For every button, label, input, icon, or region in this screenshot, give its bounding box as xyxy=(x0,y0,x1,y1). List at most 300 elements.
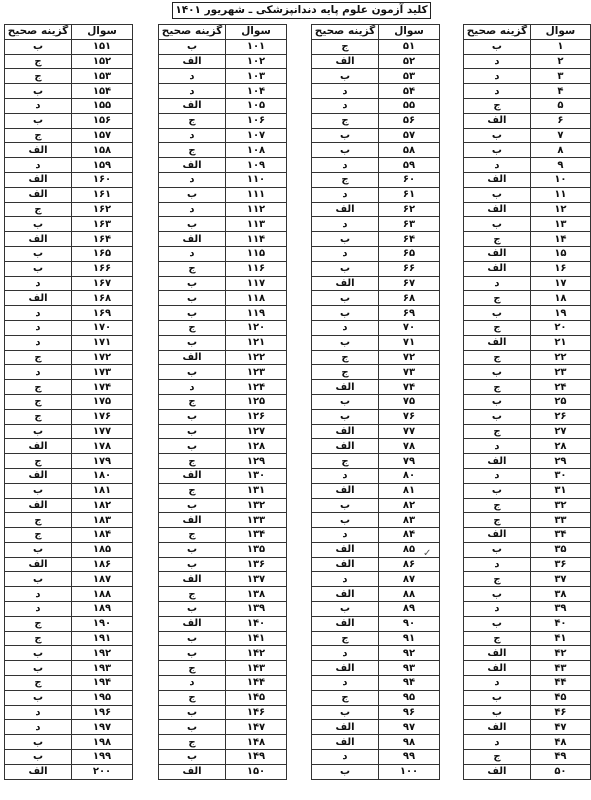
table-row xyxy=(159,54,287,69)
table-row xyxy=(464,128,591,143)
table-row xyxy=(5,735,133,750)
table-row xyxy=(5,335,133,350)
correct-answer: ب xyxy=(312,498,379,513)
correct-answer: د xyxy=(312,187,379,202)
correct-answer: د xyxy=(159,202,226,217)
correct-answer: ب xyxy=(159,291,226,306)
table-row xyxy=(159,646,287,661)
question-number: ۱۸۷ xyxy=(72,572,133,587)
table-row xyxy=(464,335,591,350)
correct-answer: ب xyxy=(5,735,72,750)
table-row xyxy=(159,365,287,380)
question-number: ۲ xyxy=(530,54,590,69)
correct-answer: ج xyxy=(5,69,72,84)
question-number: ۹۸ xyxy=(379,735,440,750)
correct-answer: ج xyxy=(159,528,226,543)
question-number: ۸۸ xyxy=(379,587,440,602)
question-number: ۱۹۱ xyxy=(72,631,133,646)
correct-answer: الف xyxy=(464,335,531,350)
question-number: ۲۳ xyxy=(530,365,590,380)
table-row xyxy=(312,217,440,232)
correct-answer: د xyxy=(464,735,531,750)
correct-answer: الف xyxy=(464,246,531,261)
table-row xyxy=(464,98,591,113)
question-number: ۹۵ xyxy=(379,690,440,705)
table-row xyxy=(5,84,133,99)
table-row xyxy=(5,69,133,84)
question-number: ۱۲ xyxy=(530,202,590,217)
question-number: ۱۸۴ xyxy=(72,528,133,543)
table-row xyxy=(464,454,591,469)
table-row xyxy=(464,84,591,99)
table-row xyxy=(464,468,591,483)
question-number: ۱۴۵ xyxy=(226,690,287,705)
correct-answer: ب xyxy=(159,424,226,439)
correct-answer: ب xyxy=(464,483,531,498)
correct-answer: ج xyxy=(5,54,72,69)
table-row xyxy=(159,217,287,232)
correct-answer: ب xyxy=(464,217,531,232)
table-row xyxy=(159,542,287,557)
correct-answer: ب xyxy=(159,705,226,720)
table-row xyxy=(159,439,287,454)
question-number: ۹۱ xyxy=(379,631,440,646)
correct-answer: الف xyxy=(312,587,379,602)
question-number: ۷۴ xyxy=(379,380,440,395)
table-row xyxy=(159,246,287,261)
question-number: ۹۳ xyxy=(379,661,440,676)
question-number: ۲۸ xyxy=(530,439,590,454)
question-number: ۱۹۵ xyxy=(72,690,133,705)
correct-answer: الف xyxy=(464,454,531,469)
correct-answer: الف xyxy=(464,528,531,543)
table-row xyxy=(5,158,133,173)
table-row xyxy=(464,557,591,572)
correct-answer: ب xyxy=(464,128,531,143)
correct-answer: ج xyxy=(159,261,226,276)
question-number: ۱۴ xyxy=(530,232,590,247)
table-row xyxy=(464,113,591,128)
correct-answer: الف xyxy=(159,764,226,779)
correct-answer: د xyxy=(312,572,379,587)
table-row xyxy=(464,409,591,424)
correct-answer: ج xyxy=(5,128,72,143)
question-number: ۱۱ xyxy=(530,187,590,202)
question-number: ۴۹ xyxy=(530,750,590,765)
table-row xyxy=(312,631,440,646)
correct-answer: د xyxy=(5,587,72,602)
correct-answer: الف xyxy=(464,113,531,128)
correct-answer: الف xyxy=(5,498,72,513)
correct-answer: د xyxy=(312,217,379,232)
correct-answer: ج xyxy=(5,528,72,543)
table-row xyxy=(464,705,591,720)
table-row xyxy=(312,542,440,557)
table-row xyxy=(159,454,287,469)
correct-answer: ب xyxy=(5,690,72,705)
table-row xyxy=(5,291,133,306)
question-number: ۱۶۰ xyxy=(72,172,133,187)
question-number: ۱۹۸ xyxy=(72,735,133,750)
answer-header: گزینه صحیح xyxy=(159,25,226,40)
question-number: ۱۳۶ xyxy=(226,557,287,572)
question-number: ۴۸ xyxy=(530,735,590,750)
check-mark-icon: ✓ xyxy=(423,548,432,559)
correct-answer: الف xyxy=(312,720,379,735)
question-number: ۳۰ xyxy=(530,468,590,483)
question-number: ۷۶ xyxy=(379,409,440,424)
question-number: ۱۸۳ xyxy=(72,513,133,528)
question-number: ۱۴۰ xyxy=(226,616,287,631)
question-number: ۱۰۹ xyxy=(226,158,287,173)
question-number: ۱۰۸ xyxy=(226,143,287,158)
correct-answer: د xyxy=(464,84,531,99)
correct-answer: ج xyxy=(159,143,226,158)
table-row xyxy=(312,306,440,321)
correct-answer: الف xyxy=(159,54,226,69)
correct-answer: ب xyxy=(5,261,72,276)
question-number: ۷۳ xyxy=(379,365,440,380)
correct-answer: ج xyxy=(5,513,72,528)
question-number: ۲۹ xyxy=(530,454,590,469)
question-number: ۱۳۴ xyxy=(226,528,287,543)
question-number: ۶۳ xyxy=(379,217,440,232)
table-row xyxy=(5,187,133,202)
table-row xyxy=(5,587,133,602)
question-number: ۱۱۷ xyxy=(226,276,287,291)
correct-answer: ج xyxy=(159,113,226,128)
correct-answer: د xyxy=(464,158,531,173)
table-row xyxy=(5,424,133,439)
table-row xyxy=(159,350,287,365)
question-number: ۱۶۲ xyxy=(72,202,133,217)
question-number: ۸۲ xyxy=(379,498,440,513)
table-row xyxy=(464,261,591,276)
question-number: ۹۴ xyxy=(379,676,440,691)
question-number: ۱۵۱ xyxy=(72,39,133,54)
question-number: ۱۰۷ xyxy=(226,128,287,143)
correct-answer: ج xyxy=(159,320,226,335)
table-row xyxy=(5,276,133,291)
table-row xyxy=(5,143,133,158)
question-number: ۷۹ xyxy=(379,454,440,469)
correct-answer: د xyxy=(5,705,72,720)
table-row xyxy=(312,365,440,380)
table-row xyxy=(312,394,440,409)
correct-answer: ب xyxy=(464,542,531,557)
question-number: ۳۴ xyxy=(530,528,590,543)
table-row xyxy=(464,291,591,306)
correct-answer: ج xyxy=(159,587,226,602)
correct-answer: د xyxy=(312,98,379,113)
correct-answer: الف xyxy=(159,98,226,113)
correct-answer: ب xyxy=(312,69,379,84)
table-row xyxy=(464,661,591,676)
question-number: ۱۶۸ xyxy=(72,291,133,306)
question-number: ۶۴ xyxy=(379,232,440,247)
correct-answer: د xyxy=(5,276,72,291)
table-row xyxy=(5,128,133,143)
correct-answer: ب xyxy=(159,602,226,617)
correct-answer: ب xyxy=(159,409,226,424)
table-row xyxy=(5,454,133,469)
question-number: ۱۲۸ xyxy=(226,439,287,454)
correct-answer: ب xyxy=(464,409,531,424)
correct-answer: ب xyxy=(312,261,379,276)
correct-answer: ب xyxy=(312,335,379,350)
correct-answer: ب xyxy=(464,705,531,720)
table-row xyxy=(464,365,591,380)
table-row xyxy=(312,735,440,750)
table-row xyxy=(464,513,591,528)
correct-answer: ج xyxy=(312,690,379,705)
table-row xyxy=(464,572,591,587)
correct-answer: ج xyxy=(464,232,531,247)
correct-answer: ج xyxy=(5,616,72,631)
correct-answer: ب xyxy=(5,217,72,232)
question-number: ۶۸ xyxy=(379,291,440,306)
question-number: ۱۵۲ xyxy=(72,54,133,69)
table-row xyxy=(312,528,440,543)
correct-answer: ب xyxy=(159,439,226,454)
table-row xyxy=(159,616,287,631)
question-number: ۳۷ xyxy=(530,572,590,587)
correct-answer: ب xyxy=(464,187,531,202)
correct-answer: ب xyxy=(159,217,226,232)
question-number: ۱۱۰ xyxy=(226,172,287,187)
table-row xyxy=(464,143,591,158)
correct-answer: ج xyxy=(159,483,226,498)
table-row xyxy=(464,306,591,321)
table-row xyxy=(312,572,440,587)
correct-answer: الف xyxy=(312,439,379,454)
correct-answer: ب xyxy=(464,394,531,409)
correct-answer: الف xyxy=(312,202,379,217)
correct-answer: د xyxy=(464,602,531,617)
table-row xyxy=(5,602,133,617)
question-number: ۴۷ xyxy=(530,720,590,735)
correct-answer: د xyxy=(159,128,226,143)
table-row xyxy=(159,602,287,617)
table-row xyxy=(464,39,591,54)
table-row xyxy=(464,439,591,454)
correct-answer: ب xyxy=(5,424,72,439)
question-number: ۱۵ xyxy=(530,246,590,261)
question-number: ۵۶ xyxy=(379,113,440,128)
question-number: ۴۴ xyxy=(530,676,590,691)
table-row xyxy=(5,572,133,587)
table-row xyxy=(464,217,591,232)
table-row xyxy=(159,513,287,528)
correct-answer: الف xyxy=(5,187,72,202)
table-row xyxy=(312,483,440,498)
correct-answer: د xyxy=(312,750,379,765)
table-row xyxy=(312,690,440,705)
question-number: ۱۸۸ xyxy=(72,587,133,602)
question-number: ۱۴۲ xyxy=(226,646,287,661)
table-row xyxy=(5,39,133,54)
correct-answer: ج xyxy=(159,661,226,676)
table-row xyxy=(464,750,591,765)
correct-answer: ب xyxy=(159,720,226,735)
correct-answer: ب xyxy=(312,232,379,247)
question-number: ۱۹۶ xyxy=(72,705,133,720)
table-row xyxy=(312,498,440,513)
table-row xyxy=(159,631,287,646)
question-number: ۱۶۹ xyxy=(72,306,133,321)
table-row xyxy=(464,602,591,617)
question-number: ۱۰۱ xyxy=(226,39,287,54)
correct-answer: ب xyxy=(159,365,226,380)
question-number: ۱۸۵ xyxy=(72,542,133,557)
table-row xyxy=(312,764,440,779)
answer-table-2 xyxy=(311,24,440,780)
question-number: ۱۰۰ xyxy=(379,764,440,779)
table-row xyxy=(464,69,591,84)
correct-answer: الف xyxy=(5,172,72,187)
table-row xyxy=(312,69,440,84)
table-row xyxy=(312,113,440,128)
correct-answer: ب xyxy=(464,39,531,54)
table-row xyxy=(5,320,133,335)
table-row xyxy=(464,320,591,335)
question-number: ۷۷ xyxy=(379,424,440,439)
page-title: کلید آزمون علوم پایه دندانپزشکی ـ شهریور ۱۴۰۱ xyxy=(172,2,431,19)
question-number: ۳۵ xyxy=(530,542,590,557)
question-number: ۱۳۲ xyxy=(226,498,287,513)
table-row xyxy=(159,84,287,99)
question-number: ۱۴۳ xyxy=(226,661,287,676)
table-row xyxy=(464,394,591,409)
correct-answer: ب xyxy=(159,335,226,350)
table-row xyxy=(312,246,440,261)
table-row xyxy=(464,187,591,202)
table-row xyxy=(159,750,287,765)
correct-answer: ب xyxy=(464,365,531,380)
question-number: ۴۶ xyxy=(530,705,590,720)
correct-answer: ب xyxy=(312,602,379,617)
correct-answer: الف xyxy=(464,172,531,187)
correct-answer: الف xyxy=(159,350,226,365)
correct-answer: ب xyxy=(5,246,72,261)
question-number: ۳۲ xyxy=(530,498,590,513)
question-number: ۱۴۱ xyxy=(226,631,287,646)
correct-answer: ب xyxy=(312,409,379,424)
correct-answer: الف xyxy=(159,232,226,247)
question-number: ۲۲ xyxy=(530,350,590,365)
correct-answer: ج xyxy=(464,424,531,439)
correct-answer: ج xyxy=(464,320,531,335)
correct-answer: ب xyxy=(312,291,379,306)
correct-answer: ج xyxy=(5,394,72,409)
question-number: ۱۰ xyxy=(530,172,590,187)
table-row xyxy=(5,365,133,380)
question-number: ۳۹ xyxy=(530,602,590,617)
question-number: ۵۱ xyxy=(379,39,440,54)
question-number: ۵۲ xyxy=(379,54,440,69)
correct-answer: د xyxy=(312,320,379,335)
table-row xyxy=(159,587,287,602)
correct-answer: ج xyxy=(5,631,72,646)
correct-answer: ب xyxy=(5,646,72,661)
correct-answer: د xyxy=(159,380,226,395)
correct-answer: ج xyxy=(312,113,379,128)
table-row xyxy=(5,113,133,128)
question-number: ۸۹ xyxy=(379,602,440,617)
correct-answer: ج xyxy=(464,572,531,587)
question-number: ۱۱۲ xyxy=(226,202,287,217)
table-row xyxy=(312,676,440,691)
correct-answer: ب xyxy=(159,646,226,661)
correct-answer: ج xyxy=(312,39,379,54)
correct-answer: ج xyxy=(5,454,72,469)
table-row xyxy=(312,513,440,528)
table-row xyxy=(5,661,133,676)
question-number: ۵۴ xyxy=(379,84,440,99)
table-row xyxy=(5,528,133,543)
correct-answer: ب xyxy=(159,187,226,202)
table-row xyxy=(5,498,133,513)
table-row xyxy=(159,483,287,498)
correct-answer: ب xyxy=(5,39,72,54)
question-number: ۱۳۵ xyxy=(226,542,287,557)
correct-answer: ب xyxy=(464,306,531,321)
answer-header: گزینه صحیح xyxy=(312,25,379,40)
table-row xyxy=(159,187,287,202)
correct-answer: ب xyxy=(312,306,379,321)
question-number: ۱ xyxy=(530,39,590,54)
table-row xyxy=(159,261,287,276)
correct-answer: د xyxy=(5,335,72,350)
question-number: ۴ xyxy=(530,84,590,99)
table-row xyxy=(5,306,133,321)
correct-answer: د xyxy=(159,246,226,261)
question-number: ۱۶۷ xyxy=(72,276,133,291)
question-number: ۱۳۷ xyxy=(226,572,287,587)
table-row xyxy=(159,705,287,720)
correct-answer: الف xyxy=(159,468,226,483)
question-number: ۷ xyxy=(530,128,590,143)
table-row xyxy=(312,646,440,661)
correct-answer: د xyxy=(312,528,379,543)
question-number: ۱۳۰ xyxy=(226,468,287,483)
question-number: ۱۹ xyxy=(530,306,590,321)
question-number: ۱۴۷ xyxy=(226,720,287,735)
question-number: ۱۵۵ xyxy=(72,98,133,113)
question-number: ۱۱۳ xyxy=(226,217,287,232)
table-row xyxy=(159,380,287,395)
question-number: ۷۵ xyxy=(379,394,440,409)
correct-answer: الف xyxy=(5,468,72,483)
correct-answer: ج xyxy=(464,631,531,646)
question-number: ۱۰۳ xyxy=(226,69,287,84)
correct-answer: الف xyxy=(5,439,72,454)
table-row xyxy=(159,394,287,409)
table-row xyxy=(159,735,287,750)
question-number: ۵۳ xyxy=(379,69,440,84)
correct-answer: الف xyxy=(464,720,531,735)
table-row xyxy=(312,128,440,143)
question-header: سوال xyxy=(379,25,440,40)
table-row xyxy=(464,380,591,395)
correct-answer: ج xyxy=(464,513,531,528)
table-row xyxy=(159,320,287,335)
question-number: ۱۳ xyxy=(530,217,590,232)
question-number: ۱۳۱ xyxy=(226,483,287,498)
table-row xyxy=(159,676,287,691)
correct-answer: د xyxy=(464,676,531,691)
table-row xyxy=(312,557,440,572)
